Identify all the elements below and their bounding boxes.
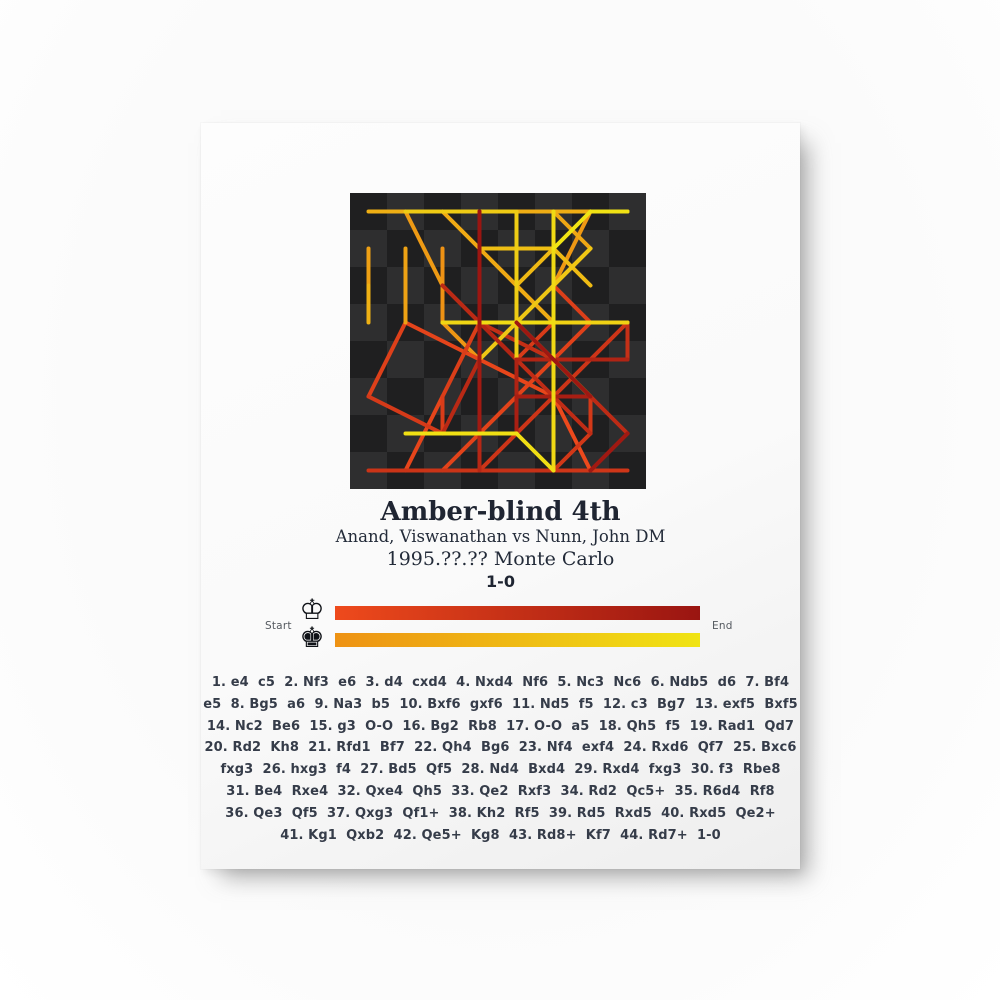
players-line: Anand, Viswanathan vs Nunn, John DM	[335, 527, 666, 546]
black-king-icon: ♚	[299, 621, 325, 654]
white-king-icon: ♔	[299, 593, 325, 626]
move-list-line: 1. e4 c5 2. Nf3 e6 3. d4 cxd4 4. Nxd4 Nf6 5. Nc3 Nc6 6. Ndb5 d6 7. Bf4	[211, 675, 790, 690]
legend-bar-black	[335, 633, 700, 647]
event-date-line: 1995.??.?? Monte Carlo	[386, 548, 615, 570]
move-list-line: 31. Be4 Rxe4 32. Qxe4 Qh5 33. Qe2 Rxf3 34. Rd2 Qc5+ 35. R6d4 Rf8	[226, 783, 775, 799]
legend-bar-white	[335, 606, 700, 620]
chess-art-print	[201, 123, 800, 869]
move-list-line: e5 8. Bg5 a6 9. Na3 b5 10. Bxf6 gxf6 11. Nd5 f5 12. c3 Bg7 13. exf5 Bxf5	[203, 696, 798, 712]
result-line: 1-0	[486, 572, 515, 591]
chess-board-visualization	[350, 193, 646, 489]
game-title: Amber-blind 4th	[380, 497, 621, 527]
legend-start-label: Start	[265, 620, 292, 632]
move-list-line: 20. Rd2 Kh8 21. Rfd1 Bf7 22. Qh4 Bg6 23. Nf4 exf4 24. Rxd6 Qf7 25. Bxc6	[204, 740, 797, 756]
move-list-line: 41. Kg1 Qxb2 42. Qe5+ Kg8 43. Rd8+ Kf7 44. Rd7+ 1-0	[280, 827, 721, 843]
move-list-line: 36. Qe3 Qf5 37. Qxg3 Qf1+ 38. Kh2 Rf5 39. Rd5 Rxd5 40. Rxd5 Qe2+	[225, 805, 776, 821]
move-list-line: fxg3 26. hxg3 f4 27. Bd5 Qf5 28. Nd4 Bxd4 29. Rxd4 fxg3 30. f3 Rbe8	[220, 762, 781, 778]
legend-end-label: End	[712, 620, 733, 632]
color-legend	[201, 593, 800, 663]
move-list	[201, 672, 800, 846]
move-path-diagram	[350, 193, 646, 489]
move-list-line: 14. Nc2 Be6 15. g3 O-O 16. Bg2 Rb8 17. O-O a5 18. Qh5 f5 19. Rad1 Qd7	[206, 718, 795, 734]
